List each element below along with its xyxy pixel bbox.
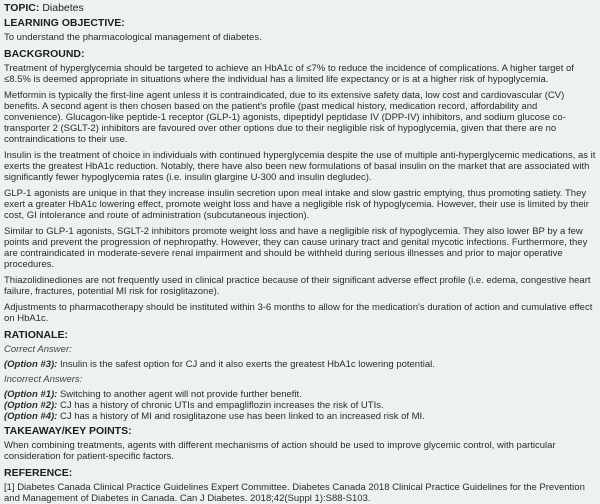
correct-answer-label: Correct Answer: xyxy=(4,344,72,355)
topic-line xyxy=(4,2,596,14)
option-label: (Option #3): xyxy=(4,359,58,370)
takeaway-text: When combining treatments, agents with different mechanisms of action should be used to improve glycemic control, with particular consideration for patient-specific factors. xyxy=(4,440,556,462)
learning-objective-text: To understand the pharmacological management of diabetes. xyxy=(4,32,262,43)
learning-objective-heading: LEARNING OBJECTIVE: xyxy=(4,17,125,29)
reference-text: [1] Diabetes Canada Clinical Practice Guidelines Expert Committee. Diabetes Canada 2018 Clinical Practice Guidelines for the Prevention and Management of Diabetes in Canada. Can J Diabetes. 2018;42(Suppl 1):S88-S103. xyxy=(4,482,585,504)
background-paragraph: Metformin is typically the first-line agent unless it is contraindicated, due to its extensive safety data, low cost and cardiovascular (CV) benefits. A second agent is then chosen based on the patient's profile (past medical history, medication record, affordability and convenience). Glucagon-like peptide-1 receptor (GLP-1) agonists, dipeptidyl peptidase IV (DPP-IV) inhibitors, and sodium glucose co-transporter 2 (SGLT-2) inhibitors are favoured over other options due to their negligible risk of hypoglycemia, given that there are no contraindications to their use. xyxy=(4,90,566,145)
background-paragraph: GLP-1 agonists are unique in that they increase insulin secretion upon meal intake and slow gastric emptying, thus promoting satiety. They exert a greater HbA1c lowering effect, promote weight loss and have a negligible risk of hypoglycemia. However, their use is limited by their cost, GI intolerance and route of administration (subcutaneous injection). xyxy=(4,188,589,221)
incorrect-answer-item xyxy=(4,400,596,411)
option-label: (Option #4): xyxy=(4,411,58,422)
topic-label: TOPIC: xyxy=(4,2,40,14)
background-paragraph: Similar to GLP-1 agonists, SGLT-2 inhibitors promote weight loss and have a negligible risk of hypoglycemia. They also lower BP by a few points and prevent the progression of nephropathy. However, they can cause urinary tract and genital mycotic infections. Furthermore, they are contraindicated in moderate-severe renal impairment and should be withheld during serious illnesses and prior to major operative procedures. xyxy=(4,226,588,270)
background-paragraph: Adjustments to pharmacotherapy should be instituted within 3-6 months to allow for the medication's duration of action and cumulative effect on HbA1c. xyxy=(4,302,593,324)
option-text: CJ has a history of MI and rosiglitazone use has been linked to an increased risk of MI. xyxy=(59,411,425,422)
background-paragraph: Insulin is the treatment of choice in individuals with continued hyperglycemia despite the use of multiple anti-hyperglycemic medications, as it exerts the greatest HbA1c reduction. Notably, there have also been new formulations of basal insulin on the market that are associated with significantly fewer hypoglycemia rates (i.e. insulin glargine U-300 and insulin degludec). xyxy=(4,150,596,183)
correct-answer-item xyxy=(4,359,596,370)
rationale-heading: RATIONALE: xyxy=(4,329,68,341)
incorrect-answers-label: Incorrect Answers: xyxy=(4,374,83,385)
takeaway-heading: TAKEAWAY/KEY POINTS: xyxy=(4,425,132,437)
incorrect-answer-item xyxy=(4,389,596,400)
reference-heading: REFERENCE: xyxy=(4,467,73,479)
option-text: Insulin is the safest option for CJ and it also exerts the greatest HbA1c lowering potential. xyxy=(59,359,435,370)
option-label: (Option #2): xyxy=(4,400,58,411)
option-text: Switching to another agent will not provide further benefit. xyxy=(59,389,302,400)
option-label: (Option #1): xyxy=(4,389,58,400)
topic-value: Diabetes xyxy=(42,2,84,14)
background-heading: BACKGROUND: xyxy=(4,48,85,60)
background-paragraph: Treatment of hyperglycemia should be targeted to achieve an HbA1c of ≤7% to reduce the incidence of complications. A higher target of ≤8.5% is deemed appropriate in situations where the individual has a limited life expectancy or is at a higher risk of hypoglycemia. xyxy=(4,63,574,85)
background-paragraph: Thiazolidinediones are not frequently used in clinical practice because of their significant adverse effect profile (i.e. edema, congestive heart failure, fractures, potential MI risk for rosiglitazone). xyxy=(4,275,591,297)
option-text: CJ has a history of chronic UTIs and empagliflozin increases the risk of UTIs. xyxy=(59,400,384,411)
incorrect-answer-item xyxy=(4,411,596,422)
